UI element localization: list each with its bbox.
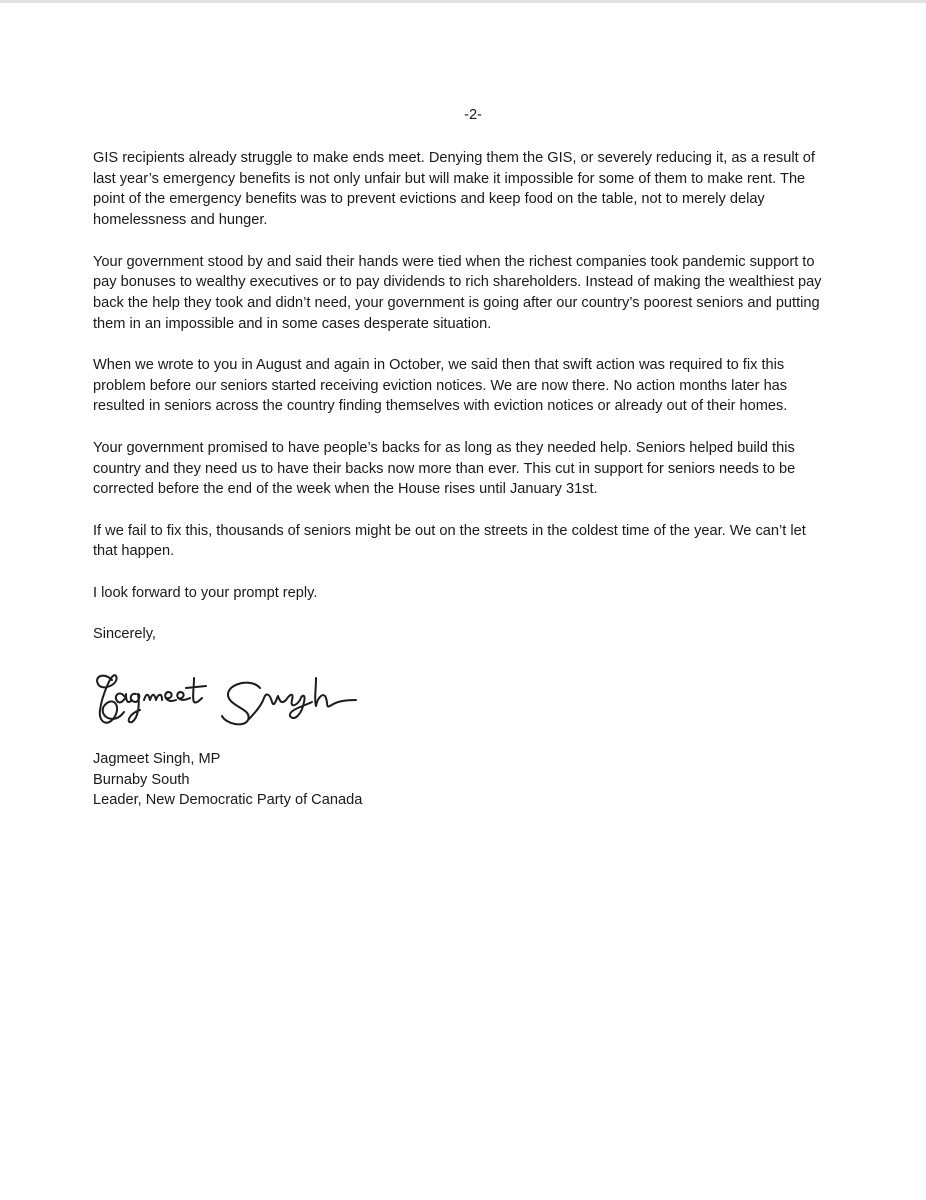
paragraph-gis-recipients: GIS recipients already struggle to make ends meet. Denying them the GIS, or severely reducing it, as a result of last year’s emergency benefits is not only unfair but will make it impossible for some of them to make rent. The point of the emergency benefits was to prevent evictions and keep food on the table, not to merely delay homelessness and hunger.	[93, 150, 815, 229]
paragraph-wrote-in-august: When we wrote to you in August and again in October, we said then that swift action was required to fix this problem before our seniors started receiving eviction notices. We are now there. No action months later has resulted in seniors across the country finding themselves with eviction notices or already out of their homes.	[93, 357, 788, 415]
signatory-name: Jagmeet Singh, MP	[93, 751, 221, 767]
paragraph-fail-to-fix: If we fail to fix this, thousands of seniors might be out on the streets in the coldest time of the year. We can’t let that happen.	[93, 522, 806, 560]
paragraph-promised-backs: Your government promised to have people’s backs for as long as they needed help. Seniors helped build this country and they need us to have their backs now more than ever. This cut in support for seniors needs to be corrected before the end of the week when the House rises until January 31st.	[93, 439, 796, 498]
signature-block	[93, 749, 593, 811]
signatory-title: Leader, New Democratic Party of Canada	[93, 792, 363, 809]
letter-body	[93, 148, 833, 665]
paragraph-prompt-reply: I look forward to your prompt reply.	[93, 584, 318, 601]
handwritten-signature	[90, 666, 380, 736]
page-number: -2-	[464, 107, 482, 123]
page-top-edge	[0, 0, 926, 3]
paragraph-government-stood-by: Your government stood by and said their hands were tied when the richest companies took pandemic support to pay bonuses to wealthy executives or to pay dividends to rich shareholders. Instead of making the wealthiest pay back the help they took and didn’t need, your government is going after our country’s poorest seniors and putting them in an impossible and in some cases desperate situation.	[93, 253, 822, 332]
closing-salutation: Sincerely,	[93, 626, 156, 643]
signatory-riding: Burnaby South	[93, 771, 190, 788]
